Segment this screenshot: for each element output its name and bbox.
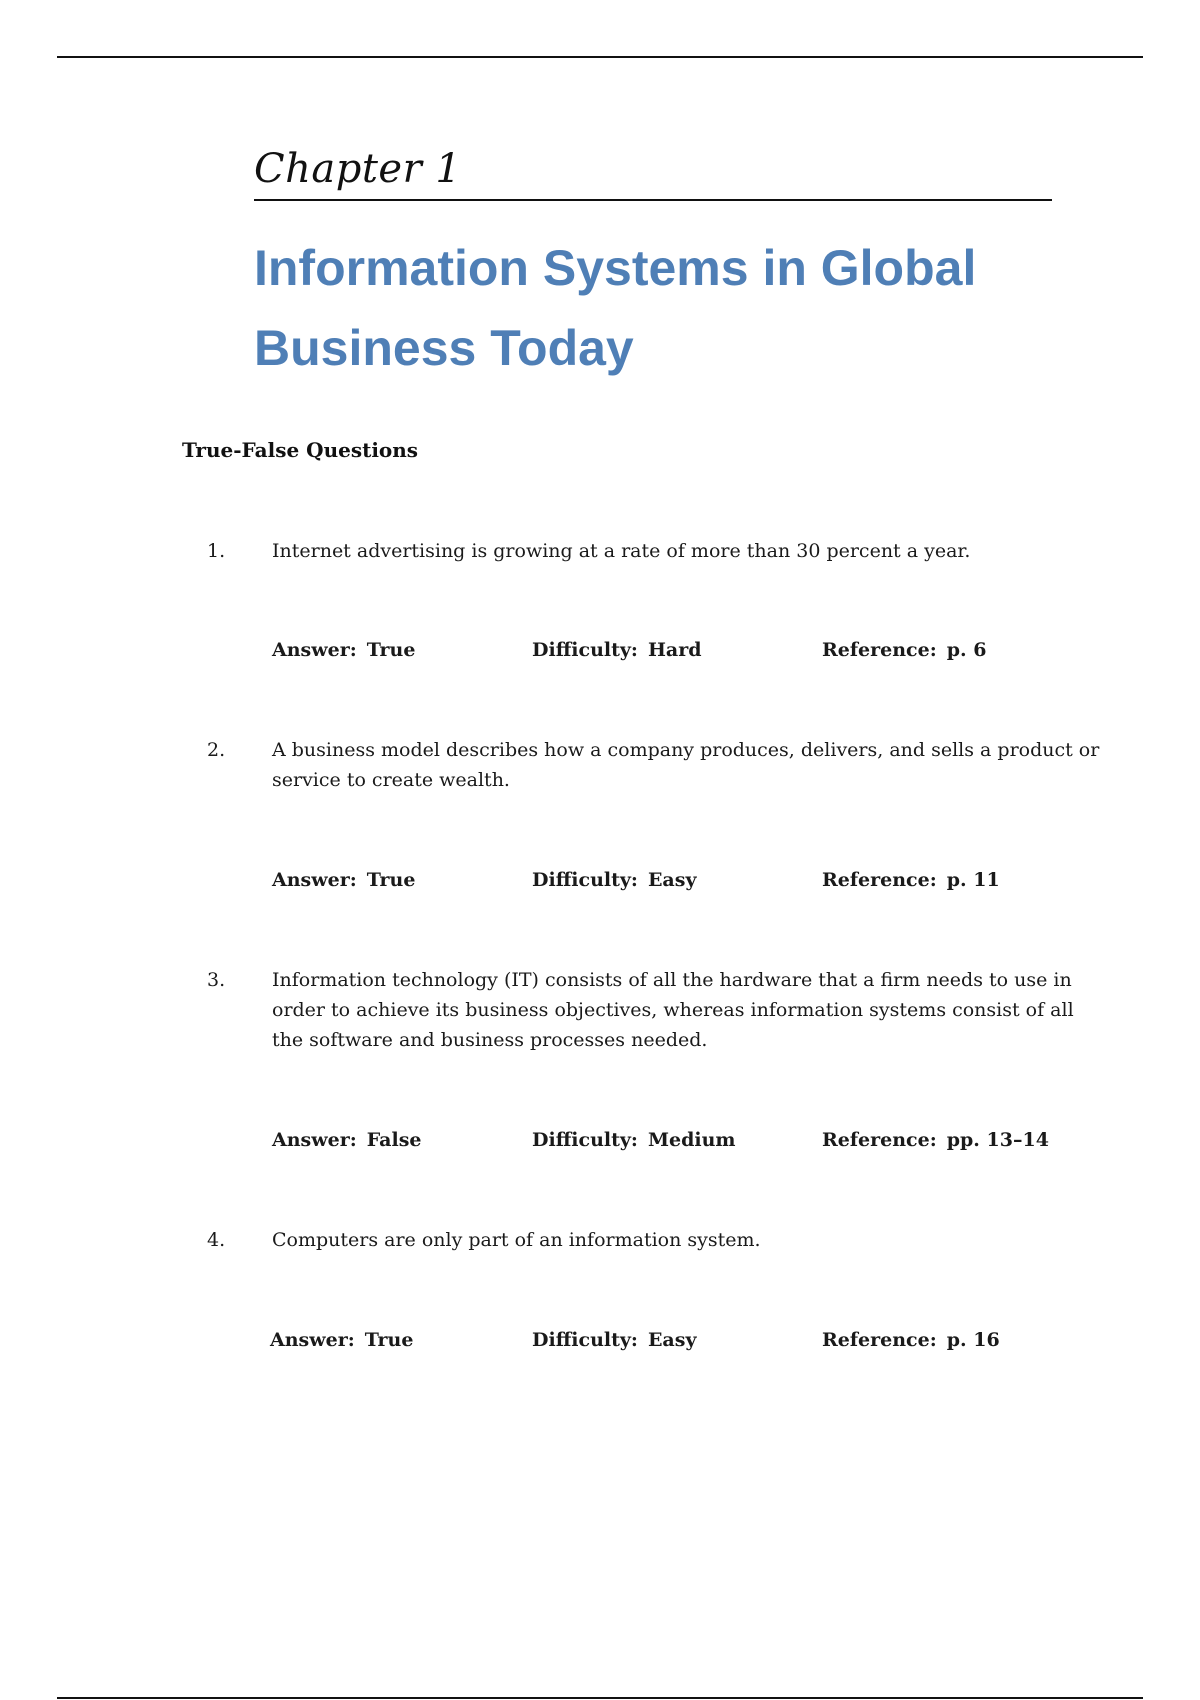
answer-field: [270, 1325, 413, 1355]
reference-field: [822, 1125, 1049, 1155]
answer-field: [272, 635, 415, 665]
reference-field: [822, 1325, 1000, 1355]
answer-value: True: [366, 869, 416, 891]
difficulty-field: [532, 865, 696, 895]
question-number: 2.: [207, 739, 226, 761]
reference-label: Reference:: [822, 1129, 937, 1151]
chapter-underline: [254, 199, 1052, 201]
question-text: A business model describes how a company produces, delivers, and sells a product or service to create wealth.: [272, 739, 1100, 791]
difficulty-value: Easy: [647, 1329, 697, 1351]
difficulty-field: [532, 1325, 696, 1355]
reference-value: p. 6: [946, 639, 987, 661]
answer-value: True: [366, 639, 416, 661]
reference-field: [822, 635, 986, 665]
difficulty-label: Difficulty:: [532, 1129, 638, 1151]
question-number: 3.: [207, 969, 226, 991]
question-number: 1.: [207, 540, 226, 562]
reference-label: Reference:: [822, 639, 937, 661]
answer-field: [272, 1125, 422, 1155]
chapter-label: Chapter 1: [254, 146, 462, 192]
answer-value: True: [364, 1329, 414, 1351]
chapter-title-line1: Information Systems in Global: [254, 240, 977, 296]
question-text: Information technology (IT) consists of all the hardware that a firm needs to use in order to achieve its business objectives, whereas information systems consist of all the software and business processes needed.: [272, 969, 1074, 1051]
difficulty-label: Difficulty:: [532, 639, 638, 661]
reference-value: pp. 13–14: [946, 1129, 1049, 1151]
answer-field: [272, 865, 415, 895]
question-number: 4.: [207, 1229, 226, 1251]
answer-value: False: [366, 1129, 422, 1151]
reference-label: Reference:: [822, 1329, 937, 1351]
reference-label: Reference:: [822, 869, 937, 891]
difficulty-label: Difficulty:: [532, 869, 638, 891]
difficulty-value: Medium: [647, 1129, 736, 1151]
chapter-title-line2: Business Today: [254, 320, 634, 376]
question-text: Computers are only part of an information system.: [272, 1229, 761, 1251]
reference-value: p. 11: [946, 869, 1000, 891]
reference-field: [822, 865, 1000, 895]
section-heading: True-False Questions: [182, 438, 419, 462]
difficulty-field: [532, 635, 702, 665]
top-rule: [57, 56, 1143, 58]
chapter-title: [254, 228, 1074, 388]
answer-label: Answer:: [272, 869, 357, 891]
question-text: Internet advertising is growing at a rate of more than 30 percent a year.: [272, 540, 971, 562]
difficulty-label: Difficulty:: [532, 1329, 638, 1351]
difficulty-field: [532, 1125, 736, 1155]
answer-label: Answer:: [272, 639, 357, 661]
bottom-rule: [57, 1697, 1143, 1699]
difficulty-value: Hard: [647, 639, 702, 661]
answer-label: Answer:: [272, 1129, 357, 1151]
reference-value: p. 16: [946, 1329, 1000, 1351]
difficulty-value: Easy: [647, 869, 697, 891]
answer-label: Answer:: [270, 1329, 355, 1351]
